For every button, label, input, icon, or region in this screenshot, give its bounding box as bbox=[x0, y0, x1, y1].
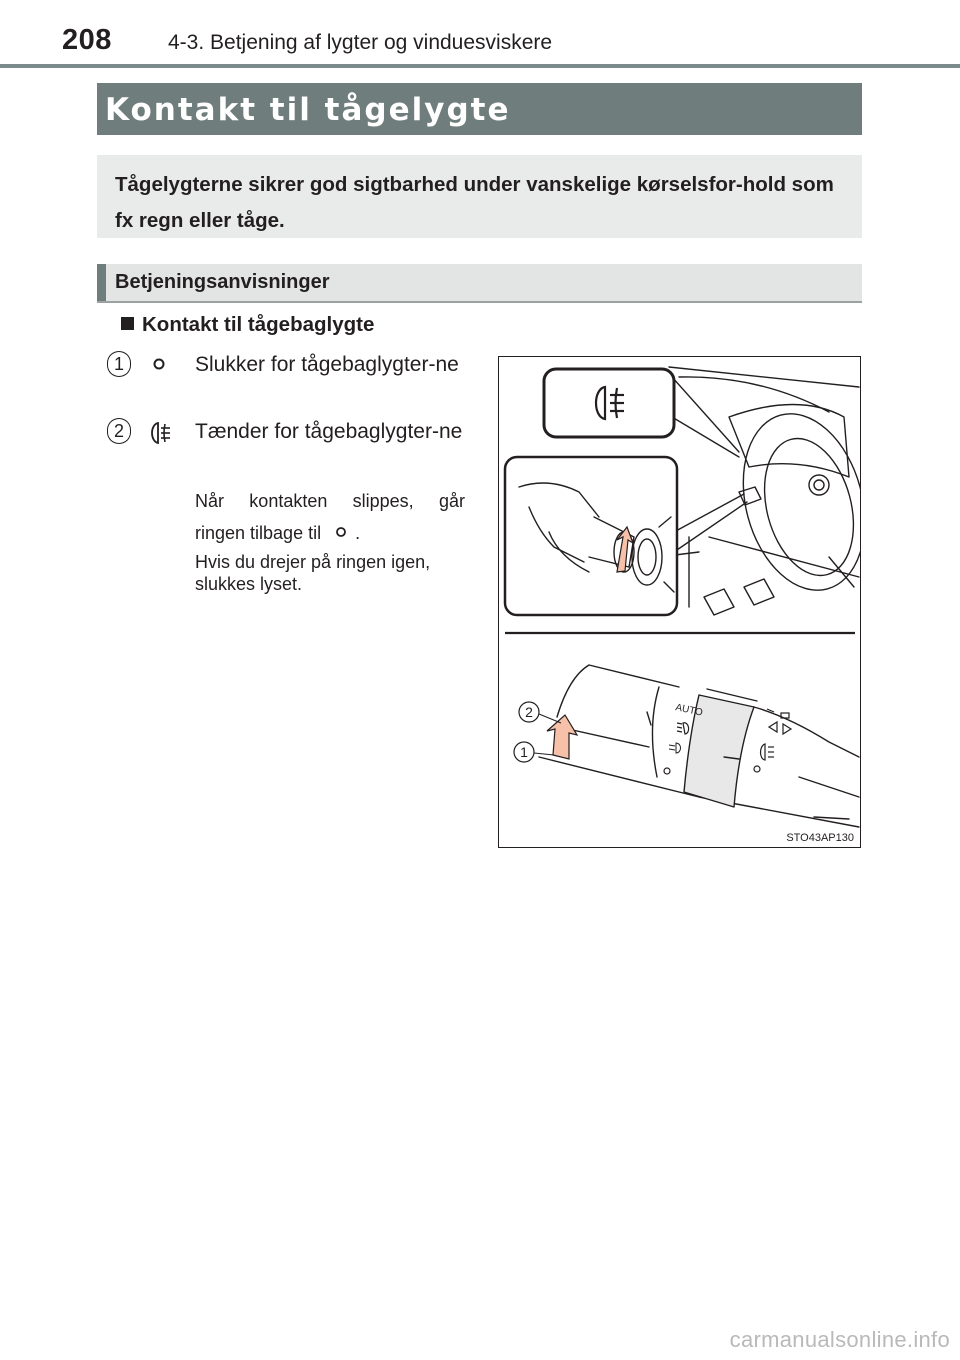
front-fog-icon bbox=[669, 743, 681, 753]
note-line-2-prefix: ringen tilbage til bbox=[195, 523, 322, 543]
auto-label: AUTO bbox=[674, 702, 704, 719]
inset-hand-frame bbox=[505, 457, 677, 615]
page-number: 208 bbox=[62, 24, 112, 56]
position-label-2: 2 bbox=[525, 704, 533, 720]
position-label-1: 1 bbox=[520, 744, 528, 760]
note-line-1: Når kontakten slippes, går bbox=[195, 491, 465, 511]
step-number-1: 1 bbox=[107, 351, 131, 377]
footer-watermark: carmanualsonline.info bbox=[729, 1327, 950, 1352]
note-line-2-suffix: . bbox=[355, 523, 361, 543]
rear-fog-lamp-icon bbox=[761, 744, 775, 760]
note-line-3: Hvis du drejer på ringen igen, slukkes lyset. bbox=[195, 552, 431, 594]
rear-fog-lamp-icon bbox=[146, 419, 178, 447]
headlamp-icon bbox=[677, 723, 689, 734]
fog-off-circle-icon bbox=[150, 355, 168, 373]
step-text-2: Tænder for tågebaglygter-ne bbox=[195, 420, 463, 443]
note-line-2 bbox=[195, 519, 465, 547]
callout-bubble bbox=[544, 369, 674, 437]
title-bar bbox=[97, 83, 862, 135]
fog-switch-illustration bbox=[499, 357, 861, 848]
bullet-heading-text: Kontakt til tågebaglygte bbox=[142, 313, 375, 336]
header-rule bbox=[0, 64, 960, 68]
square-bullet-icon bbox=[121, 317, 134, 330]
illustration-figure bbox=[498, 356, 861, 848]
step-number-2: 2 bbox=[107, 418, 131, 444]
intro-box bbox=[97, 155, 862, 238]
figure-code: STO43AP130 bbox=[786, 832, 854, 844]
off-circle-icon bbox=[664, 768, 670, 774]
subheading-bar bbox=[97, 264, 862, 303]
fog-off-circle-icon bbox=[332, 525, 350, 539]
step-text-1: Slukker for tågebaglygter-ne bbox=[195, 353, 459, 376]
off-circle-icon bbox=[754, 766, 760, 772]
page-title: Kontakt til tågelygte bbox=[105, 92, 511, 128]
section-title: 4-3. Betjening af lygter og vinduesviskere bbox=[168, 31, 553, 54]
intro-text: Tågelygterne sikrer god sigtbarhed under vanskelige kørselsfor-hold som fx regn eller tåge. bbox=[115, 173, 834, 232]
bullet-heading bbox=[121, 313, 374, 337]
up-arrow-icon bbox=[547, 715, 577, 759]
subheading-accent bbox=[97, 264, 106, 301]
subheading-text: Betjeningsanvisninger bbox=[115, 271, 330, 293]
